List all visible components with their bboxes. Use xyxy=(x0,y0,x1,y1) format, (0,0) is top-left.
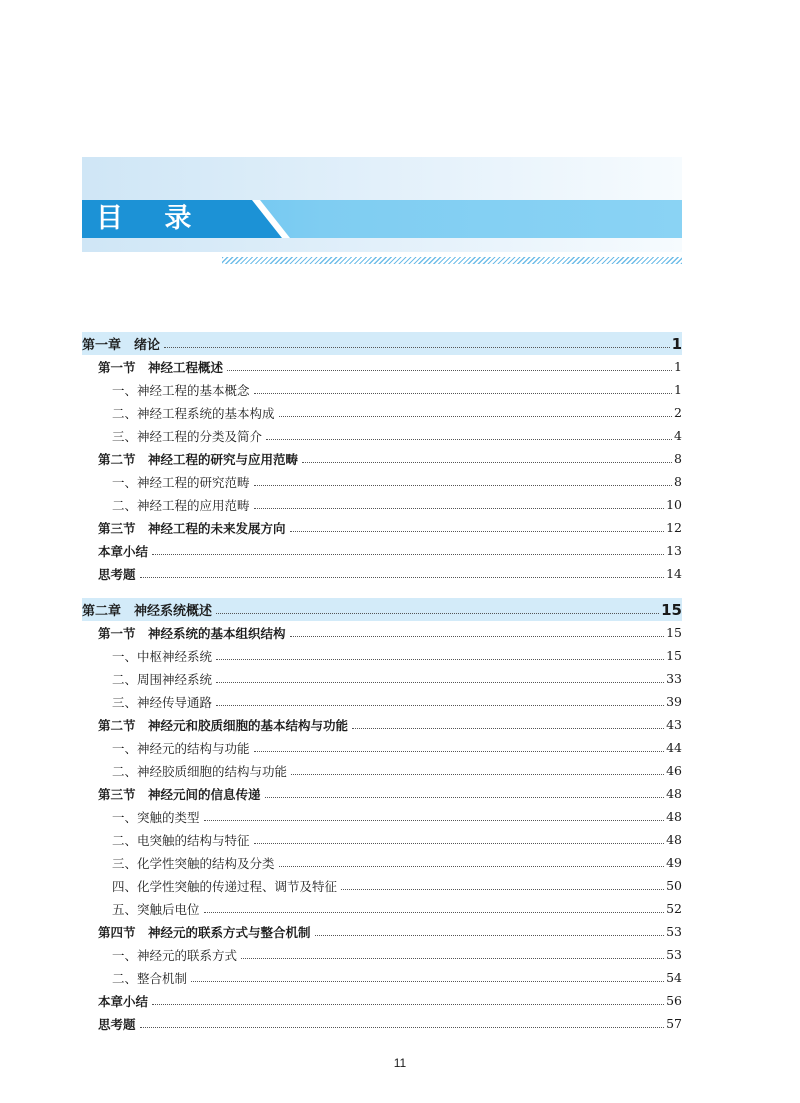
page-title: 目 录 xyxy=(96,203,208,234)
toc-entry-page: 57 xyxy=(666,1016,682,1031)
toc-entry-label: 二、电突触的结构与特征 xyxy=(112,832,250,848)
toc-entry-section[interactable] xyxy=(82,516,682,539)
toc-entry-label: 第三节 神经工程的未来发展方向 xyxy=(98,520,286,536)
toc-entry-sub[interactable] xyxy=(82,943,682,966)
dot-leader xyxy=(254,392,673,394)
toc-entry-page: 8 xyxy=(674,451,682,466)
toc-entry-label: 第二章 神经系统概述 xyxy=(82,604,213,619)
toc-entry-label: 一、神经工程的基本概念 xyxy=(112,382,250,398)
toc-entry-misc[interactable] xyxy=(82,539,682,562)
toc-entry-label: 一、神经工程的研究范畴 xyxy=(112,474,250,490)
toc-entry-label: 一、神经元的结构与功能 xyxy=(112,740,250,756)
toc-entry-page: 46 xyxy=(666,763,682,778)
toc-entry-sub[interactable] xyxy=(82,667,682,690)
toc-entry-sub[interactable] xyxy=(82,493,682,516)
toc-entry-chapter[interactable] xyxy=(82,332,682,355)
toc-entry-sub[interactable] xyxy=(82,805,682,828)
toc-entry-page: 13 xyxy=(666,543,682,558)
toc-entry-section[interactable] xyxy=(82,920,682,943)
toc-entry-section[interactable] xyxy=(82,782,682,805)
dot-leader xyxy=(291,773,664,775)
toc-entry-misc[interactable] xyxy=(82,562,682,585)
toc-entry-label: 第一节 神经系统的基本组织结构 xyxy=(98,625,286,641)
toc-entry-sub[interactable] xyxy=(82,690,682,713)
toc-entry-label: 思考题 xyxy=(98,566,136,582)
dot-leader xyxy=(216,681,664,683)
toc-entry-sub[interactable] xyxy=(82,874,682,897)
toc-entry-page: 15 xyxy=(661,600,682,619)
dot-leader xyxy=(279,865,665,867)
toc-entry-chapter[interactable] xyxy=(82,598,682,621)
toc-entry-page: 2 xyxy=(674,405,682,420)
dot-leader xyxy=(265,796,665,798)
toc-entry-sub[interactable] xyxy=(82,401,682,424)
toc-entry-sub[interactable] xyxy=(82,424,682,447)
hatch-decoration xyxy=(222,257,682,264)
dot-leader xyxy=(204,911,665,913)
dot-leader xyxy=(254,842,665,844)
dot-leader xyxy=(216,658,664,660)
dot-leader xyxy=(152,1003,664,1005)
dot-leader xyxy=(204,819,665,821)
dot-leader xyxy=(266,438,672,440)
toc-entry-sub[interactable] xyxy=(82,851,682,874)
toc-entry-sub[interactable] xyxy=(82,828,682,851)
toc-entry-label: 本章小结 xyxy=(98,993,149,1009)
toc-entry-label: 二、神经工程的应用范畴 xyxy=(112,497,250,513)
toc-entry-page: 50 xyxy=(666,878,682,893)
toc-entry-page: 12 xyxy=(666,520,682,535)
dot-leader xyxy=(315,934,665,936)
toc-entry-page: 49 xyxy=(666,855,682,870)
toc-entry-label: 四、化学性突触的传递过程、调节及特征 xyxy=(112,878,338,894)
toc-entry-sub[interactable] xyxy=(82,897,682,920)
toc-entry-label: 一、中枢神经系统 xyxy=(112,648,213,664)
toc-entry-page: 53 xyxy=(666,924,682,939)
toc-entry-sub[interactable] xyxy=(82,644,682,667)
toc-entry-sub[interactable] xyxy=(82,378,682,401)
dot-leader xyxy=(191,980,664,982)
dot-leader xyxy=(216,704,664,706)
dot-leader xyxy=(241,957,664,959)
dot-leader xyxy=(216,612,659,614)
toc-entry-page: 4 xyxy=(674,428,682,443)
toc-entry-page: 44 xyxy=(666,740,682,755)
toc-entry-page: 15 xyxy=(666,625,682,640)
toc-entry-label: 三、神经工程的分类及简介 xyxy=(112,428,263,444)
toc-entry-sub[interactable] xyxy=(82,759,682,782)
toc-entry-label: 第一节 神经工程概述 xyxy=(98,359,224,375)
toc-entry-page: 15 xyxy=(666,648,682,663)
toc-entry-sub[interactable] xyxy=(82,966,682,989)
toc-entry-section[interactable] xyxy=(82,621,682,644)
toc-entry-misc[interactable] xyxy=(82,989,682,1012)
toc-entry-label: 三、化学性突触的结构及分类 xyxy=(112,855,275,871)
toc-entry-label: 二、神经胶质细胞的结构与功能 xyxy=(112,763,288,779)
table-of-contents xyxy=(82,332,682,1035)
toc-entry-section[interactable] xyxy=(82,713,682,736)
dot-leader xyxy=(290,530,665,532)
dot-leader xyxy=(227,369,672,371)
toc-entry-page: 1 xyxy=(671,334,682,353)
dot-leader xyxy=(290,635,665,637)
toc-entry-page: 52 xyxy=(666,901,682,916)
chapter-gap xyxy=(82,585,682,598)
dot-leader xyxy=(302,461,672,463)
toc-entry-section[interactable] xyxy=(82,355,682,378)
toc-entry-label: 第二节 神经工程的研究与应用范畴 xyxy=(98,451,299,467)
toc-entry-label: 思考题 xyxy=(98,1016,136,1032)
toc-entry-page: 54 xyxy=(666,970,682,985)
toc-entry-section[interactable] xyxy=(82,447,682,470)
toc-entry-label: 第四节 神经元的联系方式与整合机制 xyxy=(98,924,311,940)
toc-entry-label: 一、突触的类型 xyxy=(112,809,200,825)
dot-leader xyxy=(254,484,673,486)
toc-entry-page: 33 xyxy=(666,671,682,686)
toc-entry-label: 一、神经元的联系方式 xyxy=(112,947,238,963)
toc-entry-label: 二、神经工程系统的基本构成 xyxy=(112,405,275,421)
dot-leader xyxy=(140,576,665,578)
toc-entry-page: 8 xyxy=(674,474,682,489)
toc-entry-page: 48 xyxy=(666,832,682,847)
toc-entry-label: 二、整合机制 xyxy=(112,970,188,986)
toc-entry-page: 56 xyxy=(666,993,682,1008)
toc-entry-sub[interactable] xyxy=(82,470,682,493)
toc-entry-label: 五、突触后电位 xyxy=(112,901,200,917)
dot-leader xyxy=(152,553,664,555)
toc-entry-label: 二、周围神经系统 xyxy=(112,671,213,687)
toc-entry-label: 本章小结 xyxy=(98,543,149,559)
toc-entry-label: 第二节 神经元和胶质细胞的基本结构与功能 xyxy=(98,717,349,733)
toc-entry-page: 39 xyxy=(666,694,682,709)
toc-entry-page: 53 xyxy=(666,947,682,962)
toc-entry-page: 48 xyxy=(666,809,682,824)
page-number: 11 xyxy=(393,1056,407,1070)
dot-leader xyxy=(341,888,664,890)
toc-entry-page: 1 xyxy=(674,382,682,397)
dot-leader xyxy=(140,1026,665,1028)
toc-entry-label: 第三节 神经元间的信息传递 xyxy=(98,786,261,802)
toc-entry-page: 48 xyxy=(666,786,682,801)
toc-entry-label: 三、神经传导通路 xyxy=(112,694,213,710)
dot-leader xyxy=(254,750,665,752)
toc-entry-label: 第一章 绪论 xyxy=(82,338,161,353)
toc-entry-page: 43 xyxy=(666,717,682,732)
toc-entry-page: 1 xyxy=(674,359,682,374)
toc-entry-sub[interactable] xyxy=(82,736,682,759)
dot-leader xyxy=(164,346,670,348)
toc-entry-misc[interactable] xyxy=(82,1012,682,1035)
dot-leader xyxy=(279,415,673,417)
toc-entry-page: 10 xyxy=(666,497,682,512)
dot-leader xyxy=(254,507,665,509)
dot-leader xyxy=(352,727,664,729)
toc-entry-page: 14 xyxy=(666,566,682,581)
